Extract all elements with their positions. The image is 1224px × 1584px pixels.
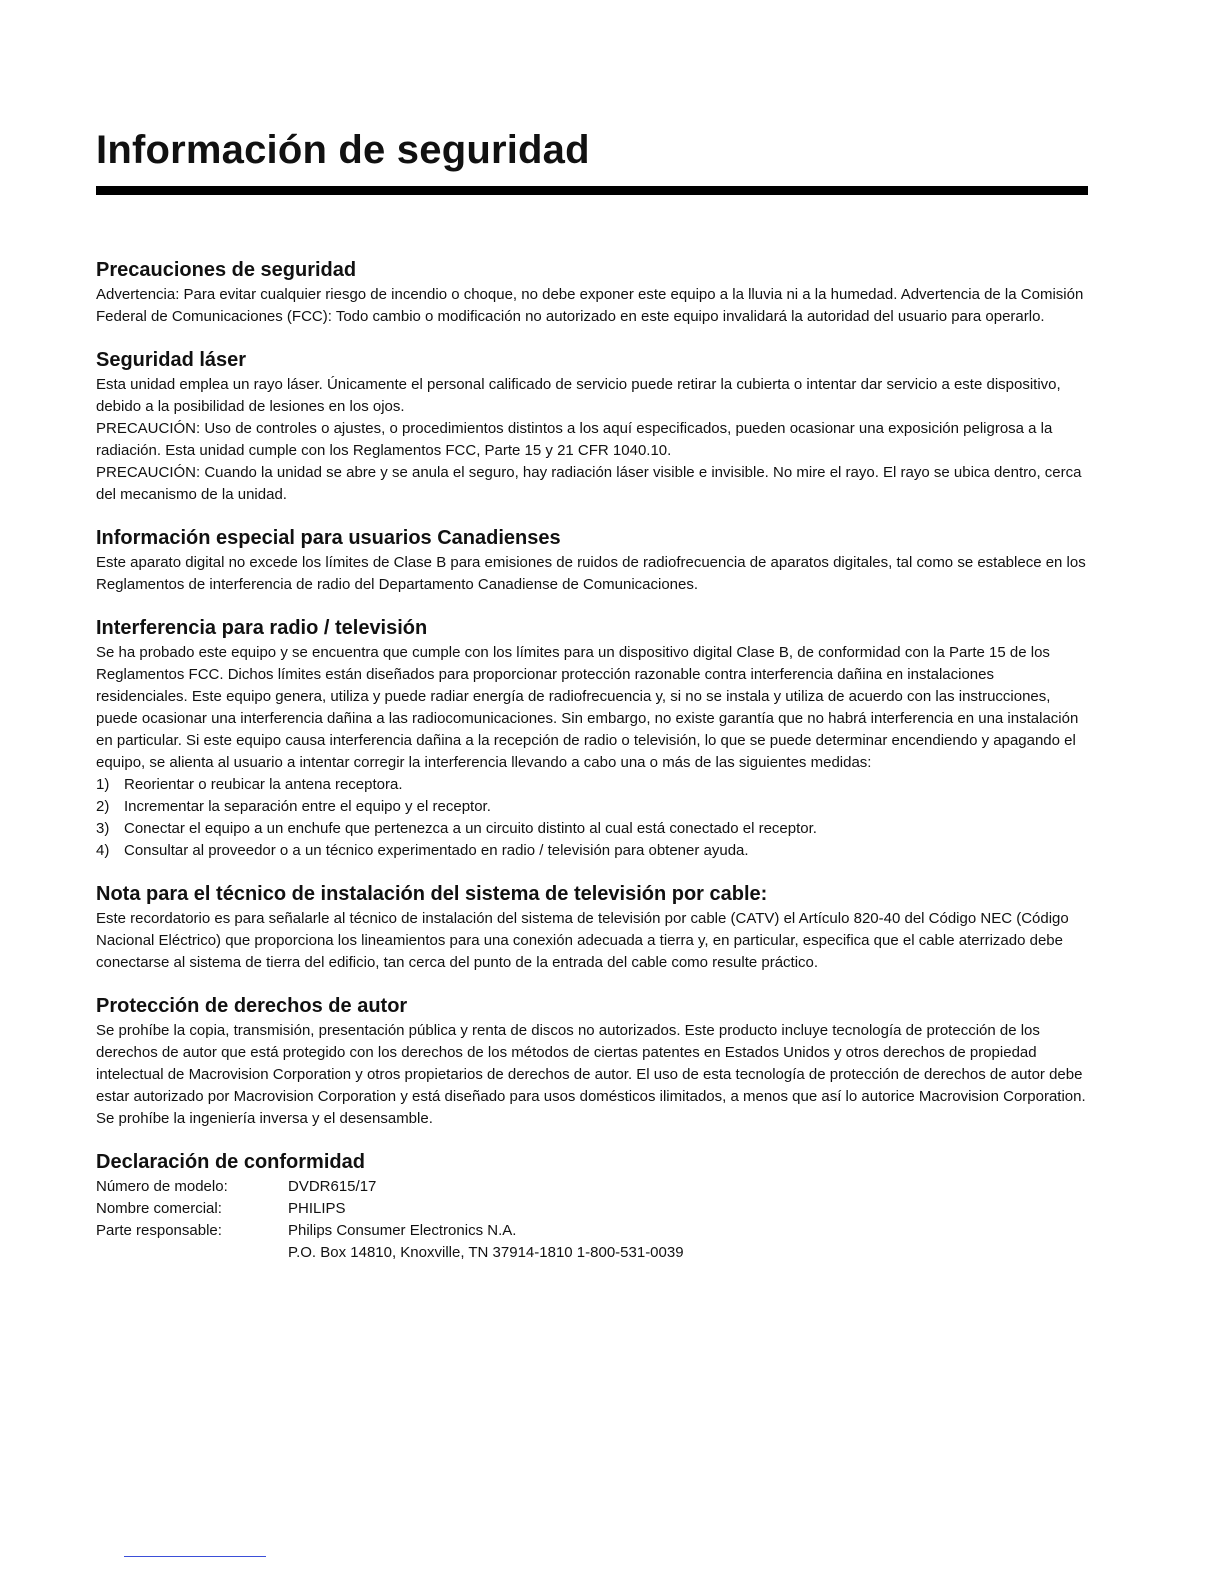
declaration-label: Número de modelo: [96, 1178, 228, 1195]
section-declaracion [96, 1150, 1088, 1264]
declaration-value: DVDR615/17 [288, 1178, 377, 1195]
declaration-label [96, 1242, 288, 1264]
list-item-number: 3) [96, 820, 110, 837]
section-text: Advertencia: Para evitar cualquier riesgo de incendio o choque, no debe exponer este equipo a la lluvia ni a la humedad. Advertencia de la Comisión Federal de Comunicaciones (FCC): Todo cambio o modificación no autorizado en este equipo invalidará la autoridad del usuario para operarlo. [96, 286, 1084, 325]
declaration-value: PHILIPS [288, 1200, 346, 1217]
list-item [96, 796, 1088, 818]
page-title: Información de seguridad [96, 128, 590, 172]
measures-list [96, 774, 1088, 862]
list-item [96, 840, 1088, 862]
section-text: Este recordatorio es para señalarle al técnico de instalación del sistema de televisión por cable (CATV) el Artículo 820-40 del Código NEC (Código Nacional Eléctrico) que proporciona los lineamientos para una conexión adecuada a tierra y, en particular, especifica que el cable aterrizado debe conectarse al sistema de tierra del edificio, tan cerca del punto de la entrada del cable como resulte práctico. [96, 910, 1069, 971]
section-derechos-autor [96, 994, 1088, 1130]
section-heading: Seguridad láser [96, 349, 247, 371]
section-usuarios-canadienses [96, 526, 1088, 596]
section-text: Este aparato digital no excede los límites de Clase B para emisiones de ruidos de radiofrecuencia de aparatos digitales, tal como se establece en los Reglamentos de interferencia de radio del Departamento Canadiense de Comunicaciones. [96, 554, 1086, 593]
declaration-row [96, 1176, 1088, 1198]
declaration-label: Nombre comercial: [96, 1200, 222, 1217]
section-text: Esta unidad emplea un rayo láser. Únicamente el personal calificado de servicio puede retirar la cubierta o intentar dar servicio a este dispositivo, debido a la posibilidad de lesiones en los ojos. [96, 376, 1061, 415]
section-interferencia [96, 616, 1088, 862]
section-heading: Nota para el técnico de instalación del sistema de televisión por cable: [96, 883, 768, 905]
section-heading: Precauciones de seguridad [96, 259, 357, 281]
list-item [96, 818, 1088, 840]
list-item-text: Conectar el equipo a un enchufe que pertenezca a un circuito distinto al cual está conectado el receptor. [124, 820, 817, 837]
footer-link-underline [124, 1556, 266, 1557]
list-item-number: 2) [96, 798, 110, 815]
section-heading: Protección de derechos de autor [96, 995, 408, 1017]
declaration-row [96, 1242, 1088, 1264]
section-seguridad-laser [96, 348, 1088, 506]
section-heading: Información especial para usuarios Canadienses [96, 527, 561, 549]
list-item-text: Reorientar o reubicar la antena receptora. [124, 776, 403, 793]
section-heading: Declaración de conformidad [96, 1151, 365, 1173]
section-text: Se prohíbe la copia, transmisión, presentación pública y renta de discos no autorizados. Este producto incluye tecnología de protección de los derechos de autor que está protegido con los derechos de los métodos de ciertas patentes en Estados Unidos y otros derechos de propiedad intelectual de Macrovision Corporation y otros propietarios de derechos de autor. El uso de esta tecnología de protección de derechos de autor debe estar autorizado por Macrovision Corporation y está diseñado para usos domésticos ilimitados, a menos que así lo autorice Macrovision Corporation. Se prohíbe la ingeniería inversa y el desensamble. [96, 1022, 1086, 1127]
document-body [96, 258, 1088, 1284]
list-item-text: Incrementar la separación entre el equipo y el receptor. [124, 798, 491, 815]
section-text: PRECAUCIÓN: Cuando la unidad se abre y se anula el seguro, hay radiación láser visible e invisible. No mire el rayo. El rayo se ubica dentro, cerca del mecanismo de la unidad. [96, 464, 1082, 503]
declaration-value: Philips Consumer Electronics N.A. [288, 1222, 517, 1239]
declaration-value: P.O. Box 14810, Knoxville, TN 37914-1810 1-800-531-0039 [288, 1244, 684, 1261]
list-item-number: 1) [96, 776, 110, 793]
list-item-text: Consultar al proveedor o a un técnico experimentado en radio / televisión para obtener ayuda. [124, 842, 749, 859]
section-catv [96, 882, 1088, 974]
section-text: PRECAUCIÓN: Uso de controles o ajustes, o procedimientos distintos a los aquí especificados, pueden ocasionar una exposición peligrosa a la radiación. Esta unidad cumple con los Reglamentos FCC, Parte 15 y 21 CFR 1040.10. [96, 420, 1053, 459]
declaration-row [96, 1198, 1088, 1220]
declaration-row [96, 1220, 1088, 1242]
title-rule [96, 186, 1088, 195]
section-precauciones [96, 258, 1088, 328]
declaration-label: Parte responsable: [96, 1222, 222, 1239]
list-item [96, 774, 1088, 796]
list-item-number: 4) [96, 842, 110, 859]
section-text: Se ha probado este equipo y se encuentra que cumple con los límites para un dispositivo digital Clase B, de conformidad con la Parte 15 de los Reglamentos FCC. Dichos límites están diseñados para proporcionar protección razonable contra interferencia dañina en instalaciones residenciales. Este equipo genera, utiliza y puede radiar energía de radiofrecuencia y, si no se instala y utiliza de acuerdo con las instrucciones, puede ocasionar una interferencia dañina a las radiocomunicaciones. Sin embargo, no existe garantía que no habrá interferencia en una instalación en particular. Si este equipo causa interferencia dañina a la recepción de radio o televisión, lo que se puede determinar encendiendo y apagando el equipo, se alienta al usuario a intentar corregir la interferencia llevando a cabo una o más de las siguientes medidas: [96, 644, 1079, 771]
section-heading: Interferencia para radio / televisión [96, 617, 428, 639]
